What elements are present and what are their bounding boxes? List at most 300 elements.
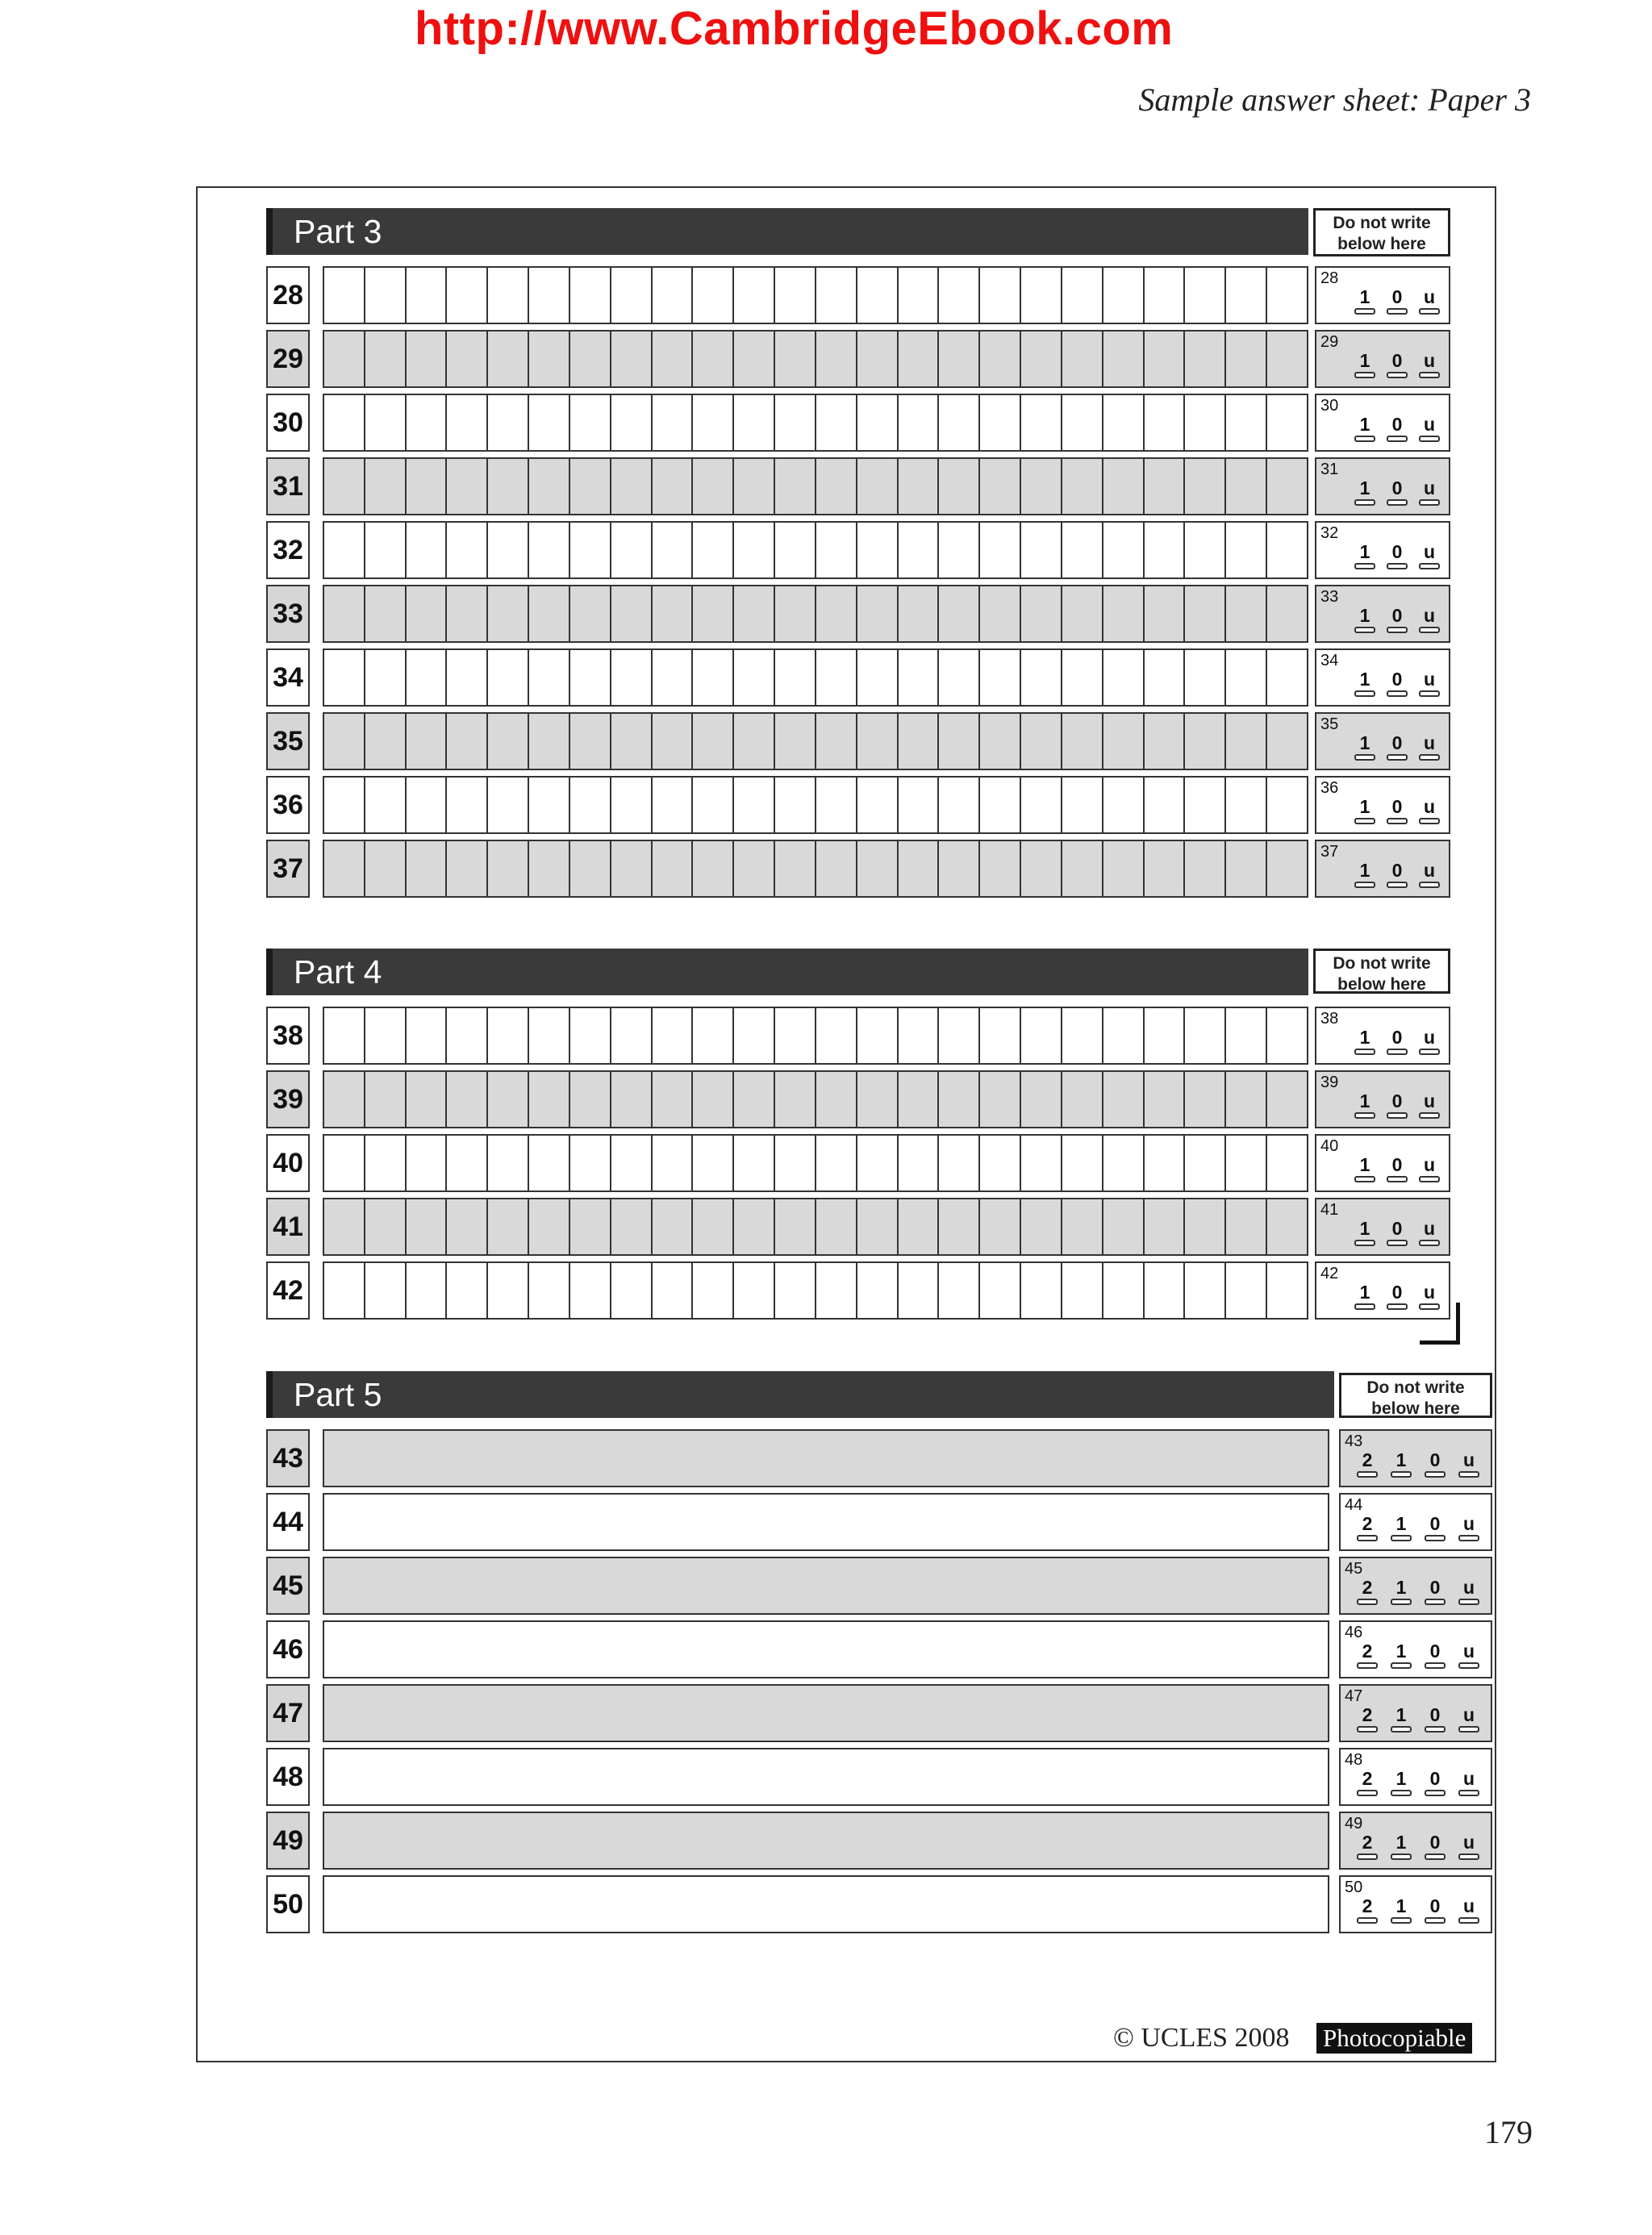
mark-option[interactable] <box>1385 733 1409 761</box>
letter-box[interactable] <box>980 1263 1021 1318</box>
mark-option[interactable] <box>1355 1514 1379 1541</box>
letter-box[interactable] <box>1226 650 1267 705</box>
mark-option[interactable] <box>1385 861 1409 888</box>
mark-bubble[interactable] <box>1419 627 1440 633</box>
letter-box[interactable] <box>775 459 816 514</box>
letter-box[interactable] <box>1103 650 1145 705</box>
letter-box[interactable] <box>980 523 1021 578</box>
letter-box[interactable] <box>980 586 1021 641</box>
letter-box[interactable] <box>1267 1072 1307 1127</box>
letter-box[interactable] <box>1145 586 1186 641</box>
answer-box[interactable] <box>323 1748 1329 1806</box>
letter-box[interactable] <box>324 1199 365 1254</box>
letter-box[interactable] <box>899 1136 940 1190</box>
letter-box[interactable] <box>939 778 980 832</box>
letter-box[interactable] <box>529 1008 570 1063</box>
mark-option[interactable] <box>1353 1028 1377 1055</box>
letter-box[interactable] <box>653 1072 694 1127</box>
letter-box[interactable] <box>693 778 734 832</box>
letter-box[interactable] <box>1145 714 1186 769</box>
letter-box[interactable] <box>488 650 529 705</box>
letter-box[interactable] <box>980 1008 1021 1063</box>
letter-box[interactable] <box>324 778 365 832</box>
letter-box[interactable] <box>693 841 734 896</box>
letter-box[interactable] <box>653 586 694 641</box>
letter-box[interactable] <box>899 841 940 896</box>
letter-box[interactable] <box>447 268 488 323</box>
letter-box[interactable] <box>775 1072 816 1127</box>
letter-box[interactable] <box>734 268 775 323</box>
letter-box[interactable] <box>488 1263 529 1318</box>
letter-box[interactable] <box>1145 1136 1186 1190</box>
letter-box[interactable] <box>611 1136 653 1190</box>
letter-box[interactable] <box>407 1008 448 1063</box>
letter-box[interactable] <box>693 395 734 450</box>
letter-box[interactable] <box>816 1136 857 1190</box>
letter-box[interactable] <box>570 395 611 450</box>
letter-box[interactable] <box>407 1072 448 1127</box>
letter-box[interactable] <box>324 650 365 705</box>
letter-box[interactable] <box>1021 268 1062 323</box>
mark-option[interactable] <box>1417 478 1441 506</box>
mark-option[interactable] <box>1353 542 1377 569</box>
letter-box[interactable] <box>939 1263 980 1318</box>
mark-option[interactable] <box>1355 1641 1379 1669</box>
mark-option[interactable] <box>1423 1833 1447 1860</box>
mark-option[interactable] <box>1353 669 1377 697</box>
letter-box[interactable] <box>1062 1199 1103 1254</box>
letter-box[interactable] <box>693 1136 734 1190</box>
letter-box[interactable] <box>1185 268 1226 323</box>
mark-option[interactable] <box>1389 1705 1413 1733</box>
letter-box[interactable] <box>857 331 899 386</box>
letter-box[interactable] <box>407 268 448 323</box>
letter-box[interactable] <box>816 1008 857 1063</box>
letter-box[interactable] <box>365 1136 407 1190</box>
letter-box[interactable] <box>939 1008 980 1063</box>
letter-box[interactable] <box>1226 395 1267 450</box>
mark-option[interactable] <box>1423 1769 1447 1796</box>
letter-box[interactable] <box>734 714 775 769</box>
letter-box[interactable] <box>1103 778 1145 832</box>
letter-box[interactable] <box>899 523 940 578</box>
letter-box[interactable] <box>857 714 899 769</box>
letter-box[interactable] <box>857 841 899 896</box>
letter-box[interactable] <box>775 650 816 705</box>
letter-box[interactable] <box>1103 1263 1145 1318</box>
mark-bubble[interactable] <box>1387 627 1408 633</box>
letter-box[interactable] <box>693 1199 734 1254</box>
letter-box[interactable] <box>570 1199 611 1254</box>
letter-box[interactable] <box>570 586 611 641</box>
mark-option[interactable] <box>1417 415 1441 442</box>
letter-box[interactable] <box>980 268 1021 323</box>
letter-box[interactable] <box>939 586 980 641</box>
letter-box[interactable] <box>734 523 775 578</box>
mark-option[interactable] <box>1389 1450 1413 1478</box>
letter-box[interactable] <box>529 841 570 896</box>
letter-box[interactable] <box>1226 778 1267 832</box>
mark-bubble[interactable] <box>1354 563 1375 569</box>
letter-box[interactable] <box>1021 1072 1062 1127</box>
letter-box[interactable] <box>1103 841 1145 896</box>
letter-box[interactable] <box>529 331 570 386</box>
mark-bubble[interactable] <box>1391 1662 1412 1669</box>
letter-box[interactable] <box>693 268 734 323</box>
letter-box[interactable] <box>980 714 1021 769</box>
letter-box[interactable] <box>1062 841 1103 896</box>
mark-bubble[interactable] <box>1458 1917 1479 1924</box>
letter-box[interactable] <box>693 714 734 769</box>
letter-box[interactable] <box>1103 523 1145 578</box>
letter-box[interactable] <box>488 268 529 323</box>
letter-box[interactable] <box>816 841 857 896</box>
letter-box[interactable] <box>857 395 899 450</box>
letter-box[interactable] <box>734 331 775 386</box>
letter-box[interactable] <box>734 1008 775 1063</box>
letter-box[interactable] <box>1226 714 1267 769</box>
letter-box[interactable] <box>447 1072 488 1127</box>
mark-option[interactable] <box>1417 1219 1441 1246</box>
letter-box[interactable] <box>857 586 899 641</box>
letter-box[interactable] <box>980 650 1021 705</box>
letter-box[interactable] <box>447 395 488 450</box>
letter-box[interactable] <box>1226 1072 1267 1127</box>
letter-box[interactable] <box>899 395 940 450</box>
letter-box[interactable] <box>1226 1263 1267 1318</box>
letter-box[interactable] <box>611 395 653 450</box>
letter-box[interactable] <box>939 523 980 578</box>
letter-box[interactable] <box>653 714 694 769</box>
letter-box[interactable] <box>1185 459 1226 514</box>
letter-box[interactable] <box>1021 650 1062 705</box>
letter-box[interactable] <box>1185 1136 1226 1190</box>
letter-box[interactable] <box>1267 459 1307 514</box>
letter-box[interactable] <box>365 395 407 450</box>
letter-box[interactable] <box>1145 1072 1186 1127</box>
mark-bubble[interactable] <box>1354 1176 1375 1182</box>
letter-box[interactable] <box>1062 459 1103 514</box>
letter-box[interactable] <box>1267 841 1307 896</box>
mark-option[interactable] <box>1417 861 1441 888</box>
mark-bubble[interactable] <box>1387 372 1408 378</box>
letter-box[interactable] <box>570 331 611 386</box>
mark-bubble[interactable] <box>1419 308 1440 315</box>
letter-box[interactable] <box>1267 1008 1307 1063</box>
letter-box[interactable] <box>1267 523 1307 578</box>
letter-box[interactable] <box>899 1199 940 1254</box>
answer-box[interactable] <box>323 1812 1329 1870</box>
letter-box[interactable] <box>775 1199 816 1254</box>
letter-box[interactable] <box>775 586 816 641</box>
letter-box[interactable] <box>324 586 365 641</box>
mark-bubble[interactable] <box>1458 1599 1479 1605</box>
mark-bubble[interactable] <box>1419 563 1440 569</box>
letter-box[interactable] <box>899 1008 940 1063</box>
letter-box[interactable] <box>939 1136 980 1190</box>
letter-box[interactable] <box>611 1199 653 1254</box>
letter-box[interactable] <box>324 1263 365 1318</box>
letter-box[interactable] <box>1226 459 1267 514</box>
letter-box[interactable] <box>1226 523 1267 578</box>
mark-option[interactable] <box>1385 1155 1409 1182</box>
letter-box[interactable] <box>324 459 365 514</box>
letter-box[interactable] <box>1185 1008 1226 1063</box>
letter-box[interactable] <box>488 714 529 769</box>
mark-option[interactable] <box>1353 1219 1377 1246</box>
letter-box[interactable] <box>693 1072 734 1127</box>
letter-box[interactable] <box>939 1199 980 1254</box>
letter-box[interactable] <box>324 523 365 578</box>
letter-box[interactable] <box>529 586 570 641</box>
mark-bubble[interactable] <box>1425 1599 1446 1605</box>
mark-option[interactable] <box>1353 606 1377 633</box>
mark-bubble[interactable] <box>1387 690 1408 697</box>
letter-box[interactable] <box>857 1008 899 1063</box>
letter-box[interactable] <box>1103 1008 1145 1063</box>
letter-box[interactable] <box>734 1263 775 1318</box>
letter-box[interactable] <box>1145 459 1186 514</box>
mark-bubble[interactable] <box>1354 1049 1375 1055</box>
letter-box[interactable] <box>1267 1263 1307 1318</box>
mark-option[interactable] <box>1417 606 1441 633</box>
mark-option[interactable] <box>1355 1705 1379 1733</box>
mark-bubble[interactable] <box>1354 436 1375 442</box>
letter-box[interactable] <box>899 268 940 323</box>
letter-box[interactable] <box>1062 778 1103 832</box>
mark-bubble[interactable] <box>1387 1112 1408 1119</box>
mark-bubble[interactable] <box>1387 436 1408 442</box>
mark-bubble[interactable] <box>1357 1726 1378 1733</box>
answer-box[interactable] <box>323 1875 1329 1933</box>
letter-box[interactable] <box>816 523 857 578</box>
mark-option[interactable] <box>1389 1833 1413 1860</box>
mark-bubble[interactable] <box>1458 1662 1479 1669</box>
letter-box[interactable] <box>1021 459 1062 514</box>
mark-bubble[interactable] <box>1387 818 1408 824</box>
letter-box[interactable] <box>447 1263 488 1318</box>
letter-box[interactable] <box>1226 1008 1267 1063</box>
mark-bubble[interactable] <box>1391 1471 1412 1478</box>
mark-bubble[interactable] <box>1387 499 1408 506</box>
answer-box[interactable] <box>323 1557 1329 1615</box>
letter-box[interactable] <box>1062 395 1103 450</box>
letter-box[interactable] <box>653 1199 694 1254</box>
mark-bubble[interactable] <box>1354 1112 1375 1119</box>
letter-box[interactable] <box>816 331 857 386</box>
letter-box[interactable] <box>1145 778 1186 832</box>
mark-bubble[interactable] <box>1425 1917 1446 1924</box>
letter-box[interactable] <box>407 459 448 514</box>
letter-box[interactable] <box>653 395 694 450</box>
mark-bubble[interactable] <box>1419 818 1440 824</box>
letter-box[interactable] <box>611 650 653 705</box>
letter-box[interactable] <box>1226 586 1267 641</box>
letter-box[interactable] <box>939 650 980 705</box>
letter-box[interactable] <box>1103 1072 1145 1127</box>
letter-box[interactable] <box>899 650 940 705</box>
letter-box[interactable] <box>570 714 611 769</box>
letter-box[interactable] <box>980 778 1021 832</box>
letter-box[interactable] <box>570 1263 611 1318</box>
letter-box[interactable] <box>447 650 488 705</box>
mark-option[interactable] <box>1353 1282 1377 1310</box>
mark-option[interactable] <box>1385 542 1409 569</box>
mark-bubble[interactable] <box>1354 499 1375 506</box>
letter-box[interactable] <box>365 778 407 832</box>
mark-option[interactable] <box>1457 1514 1481 1541</box>
mark-bubble[interactable] <box>1419 1176 1440 1182</box>
mark-option[interactable] <box>1355 1833 1379 1860</box>
letter-box[interactable] <box>857 459 899 514</box>
mark-bubble[interactable] <box>1354 627 1375 633</box>
letter-box[interactable] <box>1267 714 1307 769</box>
mark-option[interactable] <box>1385 1028 1409 1055</box>
mark-option[interactable] <box>1353 287 1377 315</box>
mark-bubble[interactable] <box>1419 882 1440 888</box>
letter-box[interactable] <box>1226 1136 1267 1190</box>
letter-box[interactable] <box>611 841 653 896</box>
mark-bubble[interactable] <box>1425 1853 1446 1860</box>
mark-bubble[interactable] <box>1391 1790 1412 1796</box>
letter-box[interactable] <box>529 778 570 832</box>
letter-box[interactable] <box>1185 586 1226 641</box>
letter-box[interactable] <box>1145 1008 1186 1063</box>
mark-option[interactable] <box>1389 1896 1413 1924</box>
letter-box[interactable] <box>980 395 1021 450</box>
letter-box[interactable] <box>324 268 365 323</box>
letter-box[interactable] <box>1021 1136 1062 1190</box>
letter-box[interactable] <box>693 650 734 705</box>
mark-option[interactable] <box>1457 1578 1481 1605</box>
letter-box[interactable] <box>816 1072 857 1127</box>
letter-box[interactable] <box>734 650 775 705</box>
letter-box[interactable] <box>407 1263 448 1318</box>
mark-bubble[interactable] <box>1419 436 1440 442</box>
letter-box[interactable] <box>1145 650 1186 705</box>
letter-box[interactable] <box>939 331 980 386</box>
letter-box[interactable] <box>365 1072 407 1127</box>
letter-box[interactable] <box>1062 1008 1103 1063</box>
letter-box[interactable] <box>447 778 488 832</box>
mark-bubble[interactable] <box>1357 1917 1378 1924</box>
mark-bubble[interactable] <box>1387 1303 1408 1310</box>
mark-option[interactable] <box>1385 287 1409 315</box>
mark-option[interactable] <box>1423 1641 1447 1669</box>
mark-option[interactable] <box>1423 1896 1447 1924</box>
letter-box[interactable] <box>1145 523 1186 578</box>
letter-box[interactable] <box>734 1136 775 1190</box>
letter-box[interactable] <box>365 841 407 896</box>
letter-box[interactable] <box>734 586 775 641</box>
letter-box[interactable] <box>407 841 448 896</box>
letter-box[interactable] <box>570 523 611 578</box>
mark-bubble[interactable] <box>1387 308 1408 315</box>
letter-box[interactable] <box>488 523 529 578</box>
letter-box[interactable] <box>899 1072 940 1127</box>
mark-bubble[interactable] <box>1387 563 1408 569</box>
letter-box[interactable] <box>1226 268 1267 323</box>
letter-box[interactable] <box>939 395 980 450</box>
letter-box[interactable] <box>447 459 488 514</box>
mark-bubble[interactable] <box>1354 1303 1375 1310</box>
letter-box[interactable] <box>939 1072 980 1127</box>
mark-bubble[interactable] <box>1391 1917 1412 1924</box>
mark-bubble[interactable] <box>1458 1471 1479 1478</box>
letter-box[interactable] <box>570 778 611 832</box>
letter-box[interactable] <box>1103 1199 1145 1254</box>
mark-option[interactable] <box>1385 1282 1409 1310</box>
mark-option[interactable] <box>1389 1514 1413 1541</box>
mark-bubble[interactable] <box>1419 754 1440 761</box>
mark-option[interactable] <box>1457 1896 1481 1924</box>
mark-option[interactable] <box>1385 1219 1409 1246</box>
letter-box[interactable] <box>816 459 857 514</box>
mark-bubble[interactable] <box>1391 1535 1412 1541</box>
letter-box[interactable] <box>734 1072 775 1127</box>
letter-box[interactable] <box>365 586 407 641</box>
letter-box[interactable] <box>693 523 734 578</box>
letter-box[interactable] <box>1185 650 1226 705</box>
letter-box[interactable] <box>365 714 407 769</box>
letter-box[interactable] <box>899 586 940 641</box>
letter-box[interactable] <box>693 459 734 514</box>
letter-box[interactable] <box>980 841 1021 896</box>
letter-box[interactable] <box>1185 523 1226 578</box>
mark-option[interactable] <box>1389 1578 1413 1605</box>
letter-box[interactable] <box>529 268 570 323</box>
letter-box[interactable] <box>693 331 734 386</box>
mark-bubble[interactable] <box>1354 308 1375 315</box>
mark-bubble[interactable] <box>1387 1240 1408 1246</box>
letter-box[interactable] <box>816 395 857 450</box>
mark-option[interactable] <box>1417 669 1441 697</box>
letter-box[interactable] <box>407 395 448 450</box>
mark-bubble[interactable] <box>1391 1726 1412 1733</box>
letter-box[interactable] <box>365 1199 407 1254</box>
letter-box[interactable] <box>775 714 816 769</box>
letter-box[interactable] <box>816 650 857 705</box>
letter-box[interactable] <box>488 1199 529 1254</box>
mark-bubble[interactable] <box>1387 754 1408 761</box>
letter-box[interactable] <box>529 1072 570 1127</box>
letter-box[interactable] <box>1267 650 1307 705</box>
letter-box[interactable] <box>653 523 694 578</box>
letter-box[interactable] <box>1185 1072 1226 1127</box>
letter-box[interactable] <box>1267 1199 1307 1254</box>
mark-option[interactable] <box>1353 797 1377 824</box>
letter-box[interactable] <box>1185 1199 1226 1254</box>
mark-bubble[interactable] <box>1458 1726 1479 1733</box>
mark-bubble[interactable] <box>1419 499 1440 506</box>
letter-box[interactable] <box>1021 778 1062 832</box>
letter-box[interactable] <box>775 523 816 578</box>
mark-option[interactable] <box>1423 1705 1447 1733</box>
letter-box[interactable] <box>857 268 899 323</box>
letter-box[interactable] <box>899 331 940 386</box>
letter-box[interactable] <box>653 778 694 832</box>
letter-box[interactable] <box>1062 1263 1103 1318</box>
letter-box[interactable] <box>1021 841 1062 896</box>
letter-box[interactable] <box>816 268 857 323</box>
letter-box[interactable] <box>529 1136 570 1190</box>
letter-box[interactable] <box>447 1199 488 1254</box>
letter-box[interactable] <box>857 523 899 578</box>
letter-box[interactable] <box>980 331 1021 386</box>
mark-bubble[interactable] <box>1354 372 1375 378</box>
mark-bubble[interactable] <box>1357 1662 1378 1669</box>
letter-box[interactable] <box>447 714 488 769</box>
